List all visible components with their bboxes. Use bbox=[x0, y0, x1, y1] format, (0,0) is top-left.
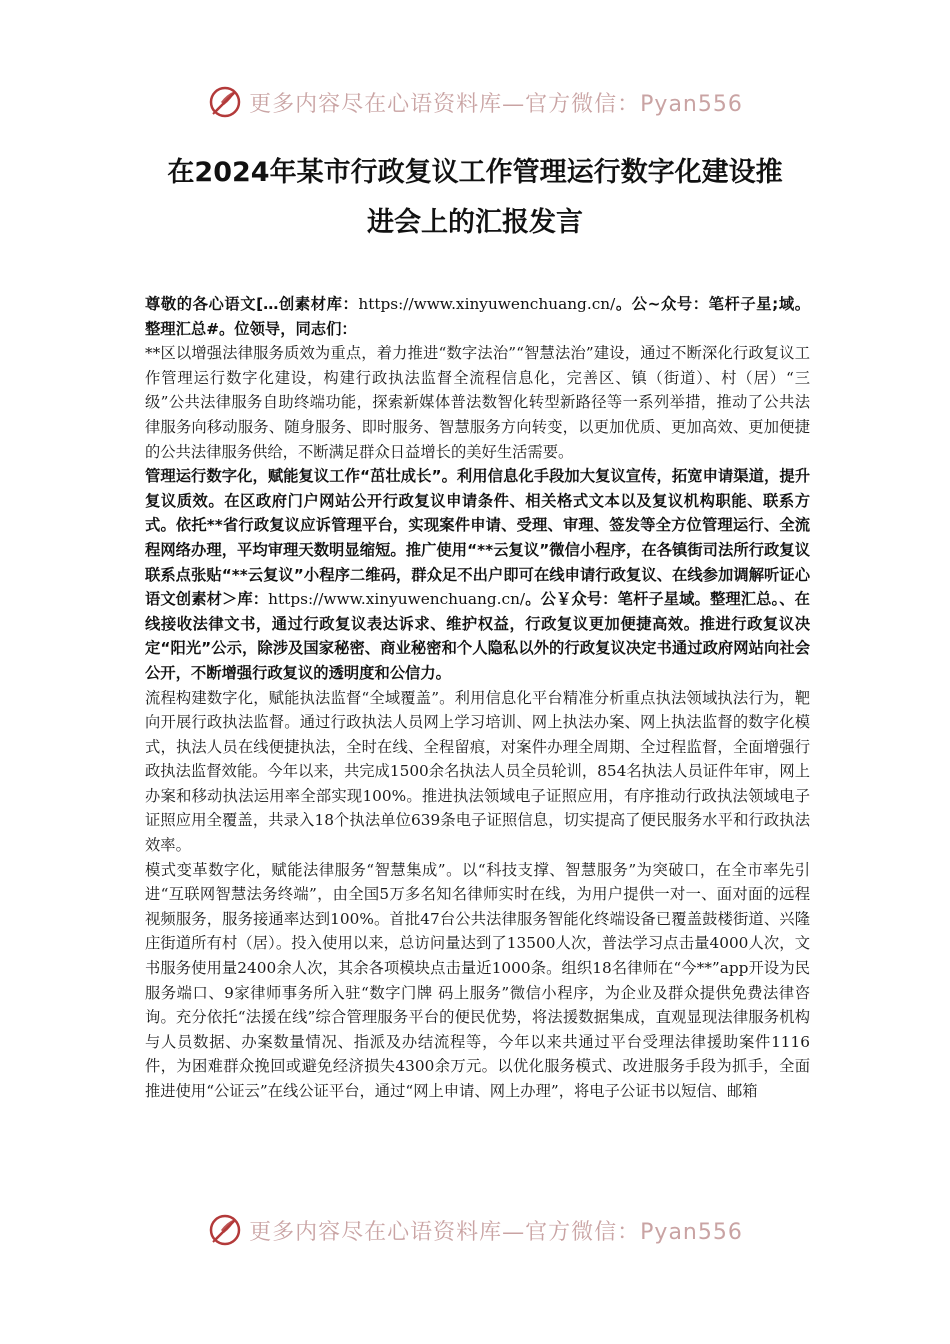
section1-url: https://www.xinyuwenchuang.cn/ bbox=[268, 590, 526, 609]
watermark-text bbox=[249, 87, 743, 118]
section1-text-a: 管理运行数字化，赋能复议工作“茁壮成长”。利用信息化手段加大复议宣传，拓宽申请渠道，提升复议质效。在区政府门户网站公开行政复议申请条件、相关格式文本以及复议机构职能、联系方式。依托**省行政复议应诉管理平台，实现案件申请、受理、审理、签发等全方位管理运行、全流程网络办理，平均审理天数明显缩短。推广使用“**云复议”微信小程序，在各镇街司法所行政复议联系点张贴“**云复议”小程序二维码，群众足不出户即可在线申请行政复议、在线参加调解听证心语文创素材＞库： bbox=[145, 467, 810, 609]
section3-paragraph: 模式变革数字化，赋能法律服务“智慧集成”。以“科技支撑、智慧服务”为突破口，在全市率先引进“互联网智慧法务终端”，由全国5万多名知名律师实时在线，为用户提供一对一、面对面的远程视频服务，服务接通率达到100%。首批47台公共法律服务智能化终端设备已覆盖鼓楼街道、兴隆庄街道所有村（居）。投入使用以来，总访问量达到了13500人次，普法学习点击量4000人次，文书服务使用量2400余人次，其余各项模块点击量近1000条。组织18名律师在“今**”app开设为民服务端口、9家律师事务所入驻“数字门牌 码上服务”微信小程序，为企业及群众提供免费法律咨询。充分依托“法援在线”综合管理服务平台的便民优势，将法援数据集成，直观显现法律服务机构与人员数据、办案数量情况、指派及办结流程等，今年以来共通过平台受理法律援助案件1116件，为困难群众挽回或避免经济损失4300余万元。以优化服务模式、改进服务手段为抓手，全面推进使用“公证云”在线公证平台，通过“网上申请、网上办理”，将电子公证书以短信、邮箱 bbox=[145, 860, 810, 1100]
document-body bbox=[145, 292, 810, 1104]
greeting-text-b: 。公~众号：笔杆子星;域。整理汇总#。位领导，同志们： bbox=[145, 295, 810, 338]
title-line-2: 进会上的汇报发言 bbox=[367, 207, 583, 238]
section2-paragraph: 流程构建数字化，赋能执法监督“全域覆盖”。利用信息化平台精准分析重点执法领域执法行为，靶向开展行政执法监督。通过行政执法人员网上学习培训、网上执法办案、网上执法监督的数字化模式，执法人员在线便捷执法，全时在线、全程留痕，对案件办理全周期、全过程监督，全面增强行政执法监督效能。今年以来，共完成1500余名执法人员全员轮训，854名执法人员证件年审，网上办案和移动执法运用率全部实现100%。推进执法领域电子证照应用，有序推动行政执法领域电子证照应用全覆盖，共录入18个执法单位639条电子证照信息，切实提高了便民服务水平和行政执法效率。 bbox=[145, 688, 810, 855]
watermark-text bbox=[249, 1215, 743, 1246]
watermark-wechat-id: Pyan556 bbox=[640, 1219, 743, 1245]
greeting-text-a: 尊敬的各心语文[…创素材库： bbox=[145, 295, 359, 313]
document-title bbox=[120, 148, 830, 248]
watermark-cn-text: 更多内容尽在心语资料库—官方微信： bbox=[249, 1219, 641, 1245]
quill-logo-icon bbox=[207, 84, 243, 120]
watermark-header bbox=[0, 82, 950, 122]
greeting-url: https://www.xinyuwenchuang.cn/ bbox=[358, 295, 616, 313]
title-line-1: 在2024年某市行政复议工作管理运行数字化建设推 bbox=[167, 157, 783, 188]
greeting-paragraph bbox=[145, 292, 810, 341]
section1-text-b: 。公￥众号：笔杆子星域。整理汇总。、在线接收法律文书，通过行政复议表达诉求、维护权益，行政复议更加便捷高效。推进行政复议决定“阳光”公示，除涉及国家秘密、商业秘密和个人隐私以外的行政复议决定书通过政府网站向社会公开，不断增强行政复议的透明度和公信力。 bbox=[145, 590, 810, 682]
watermark-footer bbox=[0, 1210, 950, 1250]
watermark-cn-text: 更多内容尽在心语资料库—官方微信： bbox=[249, 91, 641, 117]
quill-logo-icon bbox=[207, 1212, 243, 1248]
section1-paragraph bbox=[145, 464, 810, 685]
watermark-wechat-id: Pyan556 bbox=[640, 91, 743, 117]
intro-paragraph: **区以增强法律服务质效为重点，着力推进“数字法治”“智慧法治”建设，通过不断深化行政复议工作管理运行数字化建设，构建行政执法监督全流程信息化，完善区、镇（街道）、村（居）“三级”公共法律服务自助终端功能，探索新媒体普法数智化转型新路径等一系列举措，推动了公共法律服务向移动服务、随身服务、即时服务、智慧服务方向转变，以更加优质、更加高效、更加便捷的公共法律服务供给，不断满足群众日益增长的美好生活需要。 bbox=[145, 344, 810, 461]
